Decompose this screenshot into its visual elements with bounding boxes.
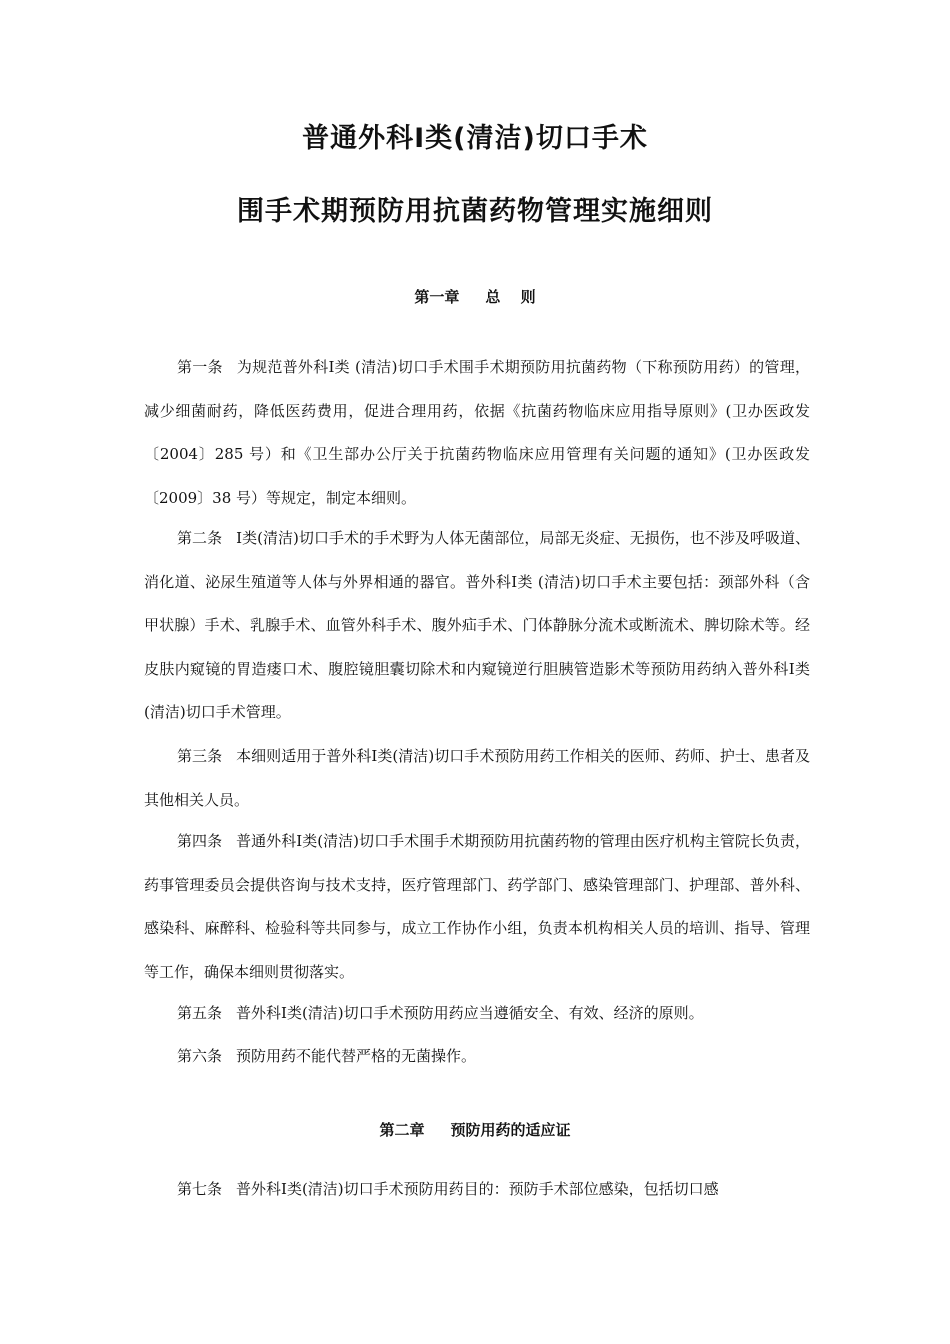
chapter-heading-1 — [0, 286, 950, 307]
article-3 — [144, 735, 810, 822]
document-title-line2: 围手术期预防用抗菌药物管理实施细则 — [237, 196, 713, 227]
article-text: 本细则适用于普外科Ⅰ类(清洁)切口手术预防用药工作相关的医师、药师、护士、患者及其他相关人员。 — [144, 747, 810, 809]
chapter-number: 第二章 — [379, 1121, 425, 1139]
article-5 — [144, 992, 810, 1036]
article-text: 普外科Ⅰ类(清洁)切口手术预防用药应当遵循安全、有效、经济的原则。 — [236, 1004, 704, 1022]
article-label: 第四条 — [177, 832, 223, 850]
article-text: 普外科Ⅰ类(清洁)切口手术预防用药目的：预防手术部位感染，包括切口感 — [236, 1180, 719, 1198]
chapter-heading-2 — [0, 1119, 950, 1140]
article-label: 第一条 — [177, 358, 223, 376]
document-title-line1: 普通外科Ⅰ类(清洁)切口手术 — [302, 123, 648, 154]
article-label: 第二条 — [177, 529, 223, 547]
article-6 — [144, 1035, 810, 1079]
article-4 — [144, 820, 810, 994]
article-text: Ⅰ类(清洁)切口手术的手术野为人体无菌部位，局部无炎症、无损伤，也不涉及呼吸道、消化道、泌尿生殖道等人体与外界相通的器官。普外科Ⅰ类 (清洁)切口手术主要包括：颈部外科（含甲状腺）手术、乳腺手术、血管外科手术、腹外疝手术、门体静脉分流术或断流术、脾切除术等。经皮肤内窥镜的胃造瘘口术、腹腔镜胆囊切除术和内窥镜逆行胆胰管造影术等预防用药纳入普外科Ⅰ类(清洁)切口手术管理。 — [144, 529, 810, 721]
article-text: 为规范普外科Ⅰ类 (清洁)切口手术围手术期预防用抗菌药物（下称预防用药）的管理，减少细菌耐药，降低医药费用，促进合理用药，依据《抗菌药物临床应用指导原则》(卫办医政发〔2004〕285 号）和《卫生部办公厅关于抗菌药物临床应用管理有关问题的通知》(卫办医政发〔2009〕38 号）等规定，制定本细则。 — [144, 358, 810, 507]
article-label: 第五条 — [177, 1004, 223, 1022]
article-1 — [144, 346, 810, 520]
article-text: 预防用药不能代替严格的无菌操作。 — [236, 1047, 477, 1065]
chapter-name: 预防用药的适应证 — [450, 1121, 571, 1139]
article-7 — [144, 1168, 810, 1212]
article-text: 普通外科Ⅰ类(清洁)切口手术围手术期预防用抗菌药物的管理由医疗机构主管院长负责，药事管理委员会提供咨询与技术支持，医疗管理部门、药学部门、感染管理部门、护理部、普外科、感染科、麻醉科、检验科等共同参与，成立工作协作小组，负责本机构相关人员的培训、指导、管理等工作，确保本细则贯彻落实。 — [144, 832, 810, 981]
article-2 — [144, 517, 810, 735]
article-label: 第七条 — [177, 1180, 223, 1198]
article-label: 第三条 — [177, 747, 223, 765]
chapter-number: 第一章 — [414, 288, 460, 306]
article-label: 第六条 — [177, 1047, 223, 1065]
chapter-name: 总 则 — [485, 288, 536, 306]
